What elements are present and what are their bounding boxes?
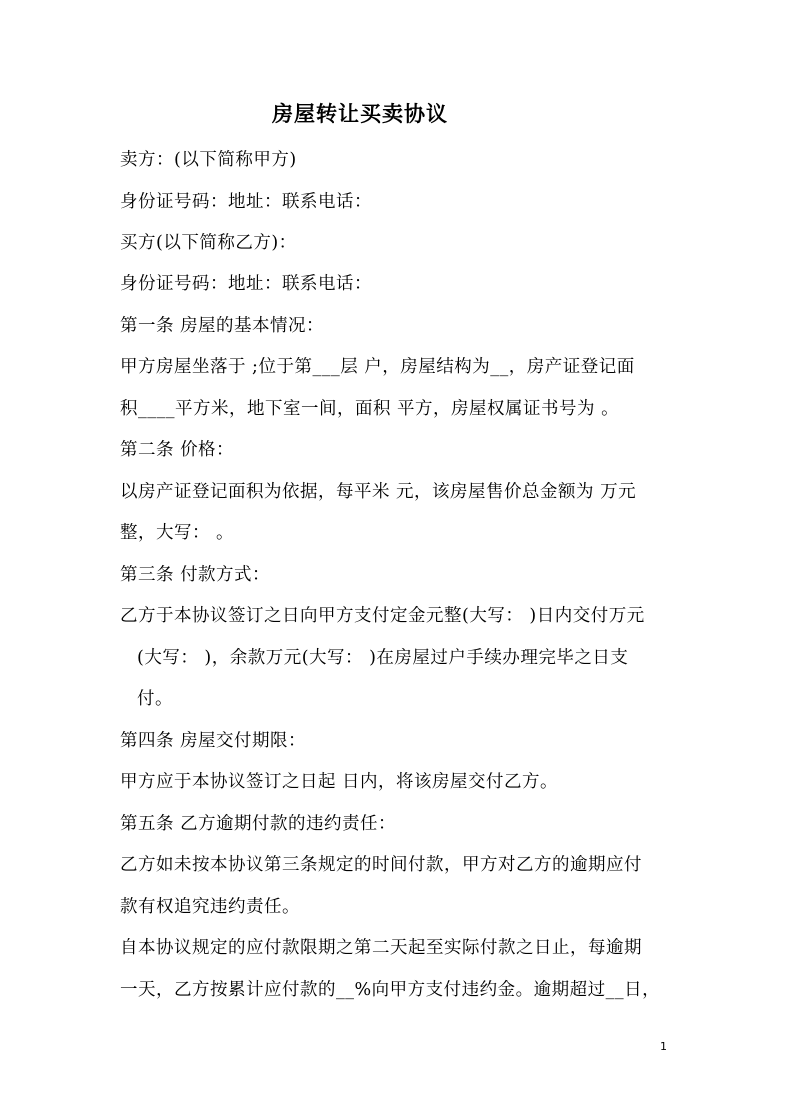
article-3-text-line-2: (大写： )，余款万元(大写： )在房屋过户手续办理完毕之日支 <box>137 648 629 668</box>
article-1-text-line-1: 甲方房屋坐落于 ;位于第___层 户，房屋结构为__，房产证登记面 <box>120 357 635 377</box>
article-3-text-line-1: 乙方于本协议签订之日向甲方支付定金元整(大写： )日内交付万元 <box>120 606 645 626</box>
article-5-text-line-4: 一天，乙方按累计应付款的__%向甲方支付违约金。逾期超过__日， <box>120 980 661 1000</box>
article-2-text-line-2: 整，大写： 。 <box>120 523 235 543</box>
buyer-id-line: 身份证号码：地址：联系电话： <box>120 274 372 294</box>
article-5-heading: 第五条 乙方逾期付款的违约责任： <box>120 814 397 834</box>
seller-line: 卖方：(以下简称甲方) <box>120 150 297 170</box>
article-1-heading: 第一条 房屋的基本情况： <box>120 316 325 336</box>
seller-id-line: 身份证号码：地址：联系电话： <box>120 192 372 212</box>
page-number: 1 <box>660 1040 667 1053</box>
article-5-text-line-1: 乙方如未按本协议第三条规定的时间付款，甲方对乙方的逾期应付 <box>120 855 642 875</box>
article-1-text-line-2: 积____平方米，地下室一间，面积 平方，房屋权属证书号为 。 <box>120 399 620 419</box>
article-5-text-line-3: 自本协议规定的应付款限期之第二天起至实际付款之日止，每逾期 <box>120 938 642 958</box>
article-4-text: 甲方应于本协议签订之日起 日内，将该房屋交付乙方。 <box>120 772 559 792</box>
document-title: 房屋转让买卖协议 <box>272 101 448 126</box>
buyer-line: 买方(以下简称乙方)： <box>120 233 297 253</box>
article-2-text-line-1: 以房产证登记面积为依据，每平米 元，该房屋售价总金额为 万元 <box>120 482 637 502</box>
article-5-text-line-2: 款有权追究违约责任。 <box>120 897 300 917</box>
article-3-heading: 第三条 付款方式： <box>120 565 271 585</box>
article-2-heading: 第二条 价格： <box>120 440 235 460</box>
article-4-heading: 第四条 房屋交付期限： <box>120 731 307 751</box>
article-3-text-line-3: 付。 <box>137 689 173 709</box>
